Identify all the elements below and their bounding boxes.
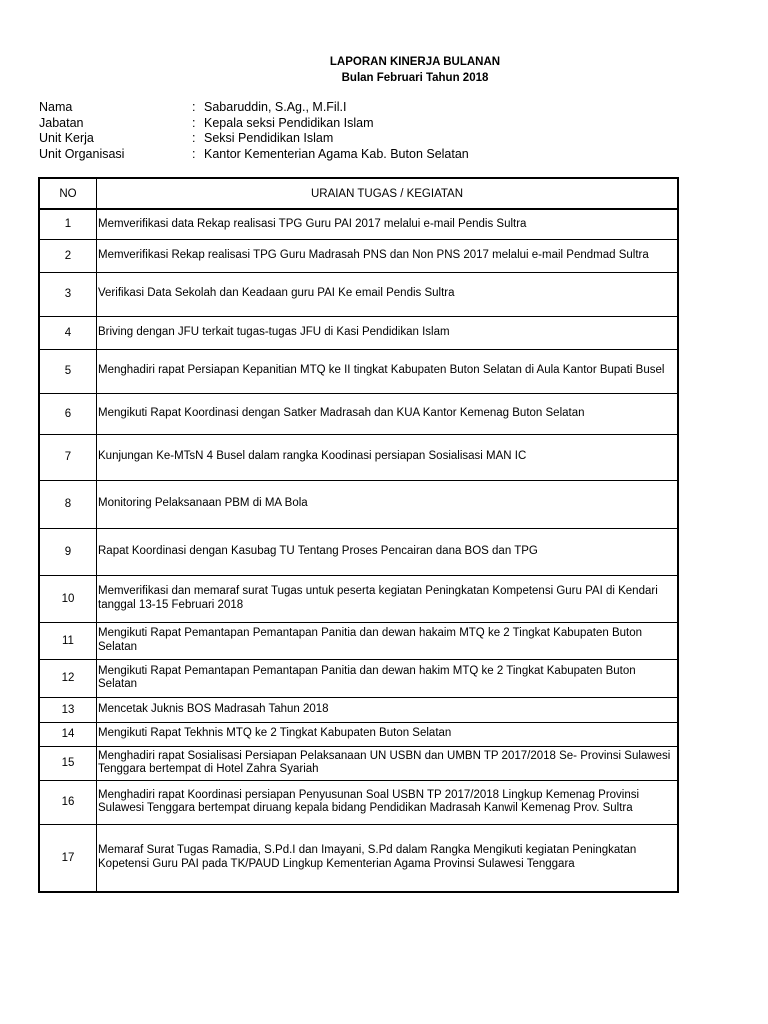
row-task: Menghadiri rapat Sosialisasi Persiapan Pelaksanaan UN USBN dan UMBN TP 2017/2018 Se- Provinsi Sulawesi Tenggara bertempat di Hotel Zahra Syariah [97,746,679,780]
row-task: Mengikuti Rapat Tekhnis MTQ ke 2 Tingkat Kabupaten Buton Selatan [97,722,679,746]
row-task: Memaraf Surat Tugas Ramadia, S.Pd.I dan Imayani, S.Pd dalam Rangka Mengikuti kegiatan Peningkatan Kopetensi Guru PAI pada TK/PAUD Lingkup Kementerian Agama Provinsi Sulawesi Tenggara [97,824,679,892]
row-number: 13 [39,697,97,722]
row-task: Verifikasi Data Sekolah dan Keadaan guru PAI Ke email Pendis Sultra [97,272,679,316]
identity-value: Seksi Pendidikan Islam [204,131,334,145]
row-task: Kunjungan Ke-MTsN 4 Busel dalam rangka Koodinasi persiapan Sosialisasi MAN IC [97,434,679,480]
row-number: 10 [39,575,97,622]
identity-row-nama [39,100,469,116]
row-number: 11 [39,622,97,659]
task-table [38,177,679,893]
report-title: LAPORAN KINERJA BULANAN [329,56,501,68]
identity-label: Jabatan [39,115,84,130]
row-task: Monitoring Pelaksanaan PBM di MA Bola [97,480,679,528]
row-number: 14 [39,722,97,746]
row-task: Menghadiri rapat Persiapan Kepanitian MTQ ke II tingkat Kabupaten Buton Selatan di Aula Kantor Bupati Busel [97,349,679,393]
table-row [39,697,678,722]
row-task: Menghadiri rapat Koordinasi persiapan Penyusunan Soal USBN TP 2017/2018 Lingkup Kemenag Provinsi Sulawesi Tenggara bertempat diruang kepala bidang Pendidikan Madrasah Kanwil Kemenag Prov. Sultra [97,780,679,824]
identity-row-jabatan [39,116,469,132]
header-task: URAIAN TUGAS / KEGIATAN [97,178,679,209]
identity-row-unit-kerja [39,131,469,147]
table-row [39,434,678,480]
identity-block [39,100,469,162]
identity-separator: : [192,146,196,161]
table-row [39,746,678,780]
identity-label: Nama [39,100,73,114]
row-task: Memverifikasi Rekap realisasi TPG Guru Madrasah PNS dan Non PNS 2017 melalui e-mail Pendmad Sultra [97,239,679,272]
row-task: Rapat Koordinasi dengan Kasubag TU Tentang Proses Pencairan dana BOS dan TPG [97,528,679,575]
row-number: 12 [39,659,97,697]
row-number: 3 [39,272,97,316]
table-row [39,316,678,349]
row-number: 1 [39,209,97,239]
identity-value: Sabaruddin, S.Ag., M.Fil.I [204,100,347,114]
table-row [39,780,678,824]
identity-label: Unit Kerja [39,131,94,145]
row-number: 17 [39,824,97,892]
identity-separator: : [192,100,196,114]
identity-value: Kantor Kementerian Agama Kab. Buton Selatan [204,146,469,161]
table-row [39,659,678,697]
row-task: Mengikuti Rapat Pemantapan Pemantapan Panitia dan dewan hakim MTQ ke 2 Tingkat Kabupaten Buton Selatan [97,659,679,697]
table-row [39,622,678,659]
table-row [39,272,678,316]
table-row [39,349,678,393]
table-row [39,239,678,272]
identity-separator: : [192,131,196,145]
row-number: 16 [39,780,97,824]
row-task: Mengikuti Rapat Pemantapan Pemantapan Panitia dan dewan hakaim MTQ ke 2 Tingkat Kabupaten Buton Selatan [97,622,679,659]
table-row [39,575,678,622]
row-number: 6 [39,393,97,434]
row-number: 2 [39,239,97,272]
row-number: 5 [39,349,97,393]
identity-separator: : [192,115,196,130]
identity-row-unit-organisasi [39,147,469,163]
row-task: Memverifikasi data Rekap realisasi TPG Guru PAI 2017 melalui e-mail Pendis Sultra [97,209,679,239]
row-number: 15 [39,746,97,780]
table-row [39,528,678,575]
table-row [39,722,678,746]
header-no: NO [39,178,97,209]
identity-value: Kepala seksi Pendidikan Islam [204,115,374,130]
table-header-row [39,178,678,209]
table-row [39,480,678,528]
table-row [39,209,678,239]
row-task: Mengikuti Rapat Koordinasi dengan Satker Madrasah dan KUA Kantor Kemenag Buton Selatan [97,393,679,434]
identity-label: Unit Organisasi [39,146,125,161]
table-row [39,824,678,892]
row-number: 7 [39,434,97,480]
row-task: Mencetak Juknis BOS Madrasah Tahun 2018 [97,697,679,722]
row-number: 9 [39,528,97,575]
row-task: Memverifikasi dan memaraf surat Tugas untuk peserta kegiatan Peningkatan Kompetensi Guru PAI di Kendari tanggal 13-15 Februari 2018 [97,575,679,622]
row-number: 4 [39,316,97,349]
table-row [39,393,678,434]
row-number: 8 [39,480,97,528]
report-subtitle: Bulan Februari Tahun 2018 [341,72,489,84]
row-task: Briving dengan JFU terkait tugas-tugas JFU di Kasi Pendidikan Islam [97,316,679,349]
